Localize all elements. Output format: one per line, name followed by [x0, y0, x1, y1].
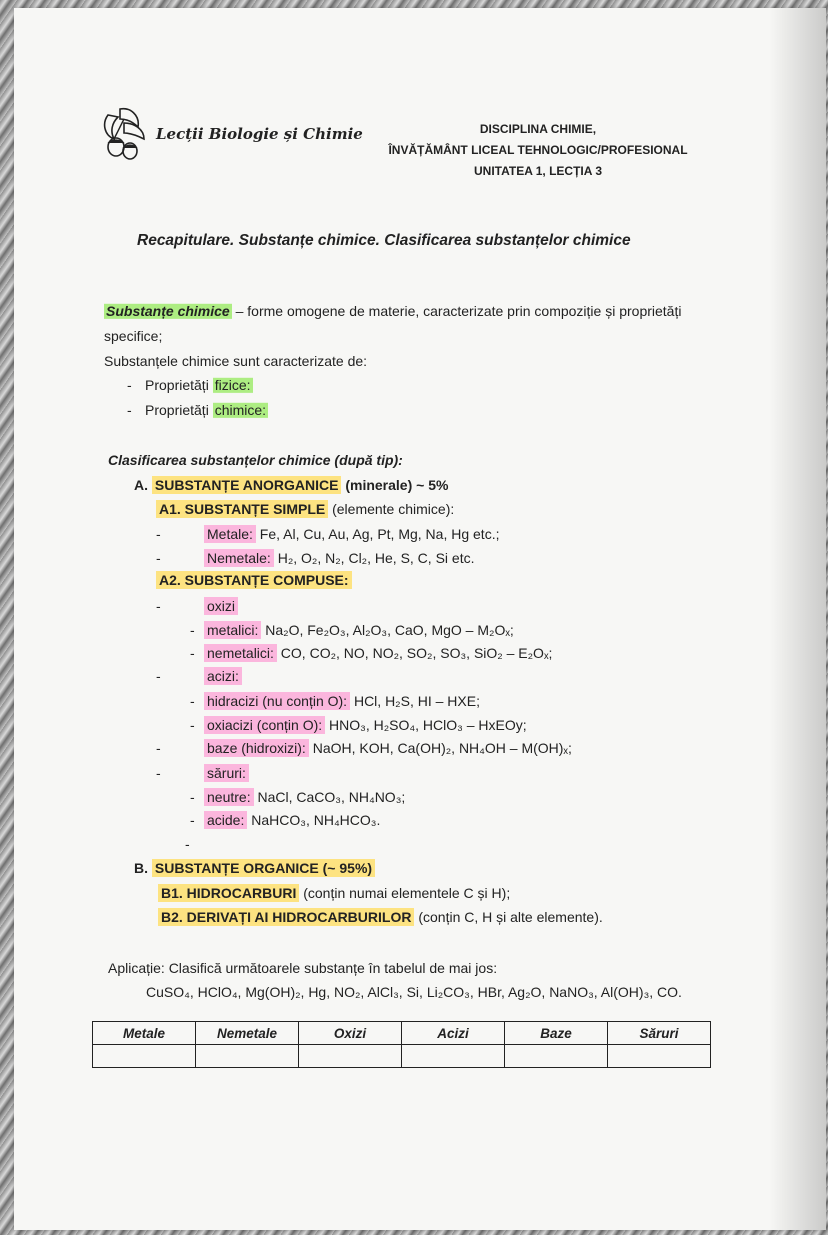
property-chemical: - Proprietăți chimice: — [127, 402, 267, 418]
leaf-acorn-icon — [100, 105, 150, 163]
document-header — [378, 119, 698, 182]
section-b1: B1. HIDROCARBURI (conțin numai elementele C și H); — [158, 885, 510, 901]
logo — [100, 105, 363, 163]
classification-heading: Clasificarea substanțelor chimice (după tip): — [108, 452, 403, 468]
item-oxizi: - oxizi — [156, 598, 238, 614]
table-header-row — [93, 1022, 711, 1045]
table-header-cell: Baze — [505, 1022, 608, 1045]
application-substances: CuSO₄, HClO₄, Mg(OH)₂, Hg, NO₂, AlCl₃, Si, Li₂CO₃, HBr, Ag₂O, NaNO₃, Al(OH)₃, CO. — [146, 984, 682, 1000]
header-line-3: UNITATEA 1, LECȚIA 3 — [473, 164, 602, 178]
characteristics-intro: Substanțele chimice sunt caracterizate de: — [104, 353, 368, 369]
item-baze: - baze (hidroxizi): NaOH, KOH, Ca(OH)₂, NH₄OH – M(OH)ₓ; — [156, 740, 572, 756]
item-saruri-neutre: - neutre: NaCl, CaCO₃, NH₄NO₃; — [190, 789, 406, 805]
table-cell[interactable] — [608, 1045, 711, 1068]
item-metale: - Metale: Fe, Al, Cu, Au, Ag, Pt, Mg, Na, Hg etc.; — [156, 526, 500, 542]
classification-table — [92, 1021, 711, 1068]
definition-text-cont: specifice; — [104, 328, 163, 344]
section-b2: B2. DERIVAȚI AI HIDROCARBURILOR (conțin C, H și alte elemente). — [158, 909, 603, 925]
table-header-cell: Nemetale — [196, 1022, 299, 1045]
item-saruri: - săruri: — [156, 765, 249, 781]
property-physical: - Proprietăți fizice: — [127, 377, 251, 393]
section-a: A. SUBSTANȚE ANORGANICE (minerale) ~ 5% — [134, 477, 449, 493]
table-row — [93, 1045, 711, 1068]
table-cell[interactable] — [402, 1045, 505, 1068]
item-nemetale: - Nemetale: H₂, O₂, N₂, Cl₂, He, S, C, Si etc. — [156, 550, 475, 566]
section-a2: A2. SUBSTANȚE COMPUSE: — [156, 572, 352, 588]
logo-text: Lecții Biologie și Chimie — [156, 125, 363, 143]
table-header-cell: Metale — [93, 1022, 196, 1045]
item-saruri-acide: - acide: NaHCO₃, NH₄HCO₃. — [190, 812, 381, 828]
header-line-2: ÎNVĂȚĂMÂNT LICEAL TEHNOLOGIC/PROFESIONAL — [388, 143, 688, 157]
item-hidracizi: - hidracizi (nu conțin O): HCl, H₂S, HI – HXE; — [190, 693, 480, 709]
table-cell[interactable] — [505, 1045, 608, 1068]
table-cell[interactable] — [196, 1045, 299, 1068]
definition-text: – forme omogene de materie, caracterizate prin compoziție și proprietăți — [231, 303, 682, 319]
definition-line — [104, 303, 681, 319]
table-header-cell: Acizi — [402, 1022, 505, 1045]
table-cell[interactable] — [93, 1045, 196, 1068]
item-oxizi-metalici: - metalici: Na₂O, Fe₂O₃, Al₂O₃, CaO, MgO – M₂Oₓ; — [190, 622, 514, 638]
table-header-cell: Săruri — [608, 1022, 711, 1045]
section-a1: A1. SUBSTANȚE SIMPLE (elemente chimice): — [156, 501, 454, 517]
section-b: B. SUBSTANȚE ORGANICE (~ 95%) — [134, 860, 375, 876]
item-oxiacizi: - oxiacizi (conțin O): HNO₃, H₂SO₄, HClO₃ – HxEOy; — [190, 717, 527, 733]
application-text: Aplicație: Clasifică următoarele substanțe în tabelul de mai jos: — [108, 960, 498, 976]
table-cell[interactable] — [299, 1045, 402, 1068]
header-line-1: DISCIPLINA CHIMIE, — [479, 122, 597, 136]
page-title: Recapitulare. Substanțe chimice. Clasificarea substanțelor chimice — [137, 232, 631, 249]
item-acizi: - acizi: — [156, 668, 242, 684]
empty-bullet: - — [185, 836, 190, 852]
definition-term: Substanțe chimice — [106, 303, 230, 319]
item-oxizi-nemetalici: - nemetalici: CO, CO₂, NO, NO₂, SO₂, SO₃, SiO₂ – E₂Oₓ; — [190, 645, 553, 661]
table-header-cell: Oxizi — [299, 1022, 402, 1045]
